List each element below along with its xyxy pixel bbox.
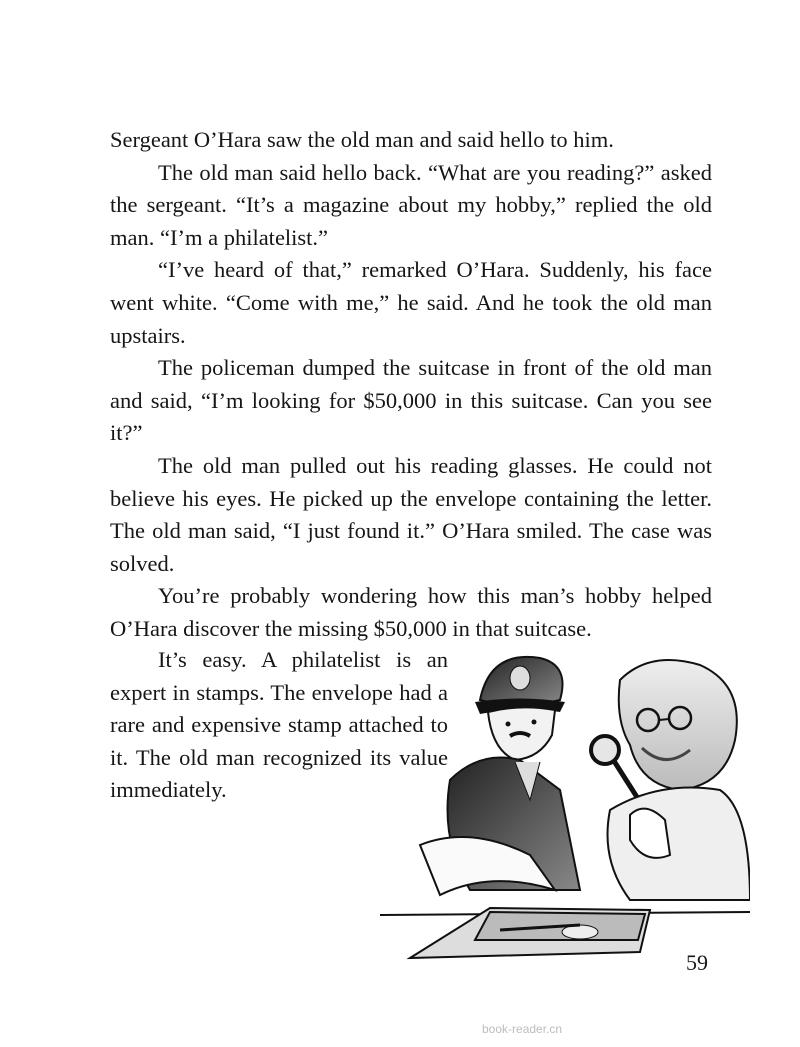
watermark: book-reader.cn: [482, 1022, 563, 1036]
paragraph: You’re probably wondering how this man’s hobby helped O’Hara discover the missing $50,000 in that suitcase.: [110, 583, 712, 641]
paragraph: The policeman dumped the suitcase in front of the old man and said, “I’m looking for $50,000 in this suitcase. Can you see it?”: [110, 355, 712, 446]
paragraph: Sergeant O’Hara saw the old man and said hello to him.: [110, 127, 614, 152]
suitcase-icon: [410, 908, 650, 958]
police-cap-icon: [475, 657, 565, 714]
paragraph: The old man said hello back. “What are you reading?” asked the sergeant. “It’s a magazine about my hobby,” replied the old man. “I’m a philatelist.”: [110, 159, 712, 250]
page-number: 59: [686, 950, 708, 975]
body-text: [110, 124, 712, 646]
paragraph-wrapped: It’s easy. A philatelist is an expert in stamps. The envelope had a rare and expensive stamp attached to it. The old man recognized its value immediately.: [110, 647, 448, 803]
paragraph: The old man pulled out his reading glasses. He could not believe his eyes. He picked up the envelope containing the letter. The old man said, “I just found it.” O’Hara smiled. The case was solved.: [110, 452, 712, 576]
paragraph: “I’ve heard of that,” remarked O’Hara. Suddenly, his face went white. “Come with me,” he said. And he took the old man upstairs.: [110, 257, 712, 348]
sergeant-and-philatelist-illustration: [380, 640, 750, 960]
